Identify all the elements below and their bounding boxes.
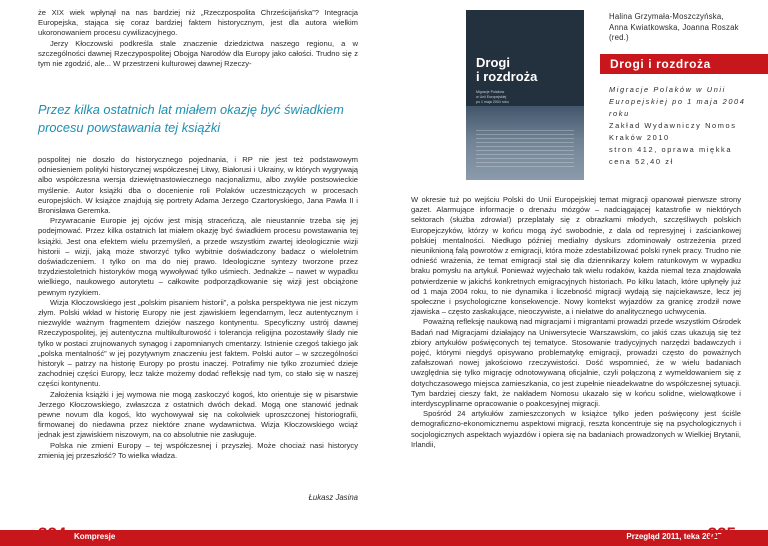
section-label: Kompresje (74, 532, 116, 541)
book-details (609, 84, 759, 168)
paragraph: Założenia książki i jej wymowa nie mogą zaskoczyć kogoś, kto orientuje się w pisarstwie Jerzego Kłoczowskiego, zwłaszcza z ostatnich dwóch dekad. Mogą one stanowić jednak pewne novum dla kogoś, kto wychowywał się na cokolwiek uproszczonej historiografii, firmowanej do niedawna przez niektóre znane wydawnictwa. Wizja Kłoczowskiego wciąż jednak jest zjawiskiem niszowym, na co absolutnie nie zasługuje. (38, 389, 358, 440)
cover-subtitle: po 1 maja 2004 roku (476, 100, 509, 104)
page-number: 324 (38, 524, 67, 543)
paragraph: Spośród 24 artykułów zamieszczonych w książce tylko jeden poświęcony jest ściśle demograficzno-ekonomicznemu aspektowi migracji, reszta koncentruje się na psychologicznych i socjologicznych aspektach wyjazdów i opiera się na badaniach prowadzonych w Wielkiej Brytanii, Irlandii, (411, 409, 741, 449)
book-publisher: Zakład Wydawniczy Nomos (609, 121, 737, 130)
paragraph: Wizja Kłoczowskiego jest „polskim pisaniem historii”, a polska perspektywa nie jest niczym złym. Polski wkład w historię Europy nie jest zjawiskiem legendarnym, lecz autentycznym i niezwykle ważnym fragmentem dziejów naszego kontynentu. Specyficzny ustrój dawnej Rzeczypospolitej, jej autentyczna multikulturowość i tolerancja religijna pozostawiły ślady nie tylko w postaci zrujnowanych synagog i zapomnianych cmentarzy. Istnienie czegoś takiego jak „polska mentalność” w jej pozytywnym znaczeniu jest faktem. Polski autor – w szczególności historyk – patrzy na historię Europy po prostu inaczej. Potrafimy nie tylko zrozumieć dzieje zachodniej części Europy, lecz także możemy dodać refleksję nad tym, co stało się w naszej części kontynentu. (38, 297, 358, 389)
page-number: 325 (707, 524, 736, 543)
book-editors: Halina Grzymała-Moszczyńska, Anna Kwiatkowska, Joanna Roszak (red.) (609, 12, 739, 42)
cover-title: Drogi i rozdroża (476, 55, 538, 84)
book-subtitle: Europejskiej po 1 maja 2004 roku (609, 97, 746, 118)
book-cover-image (466, 10, 584, 180)
right-column (411, 195, 741, 450)
book-pages: stron 412, oprawa miękka (609, 145, 733, 154)
book-subtitle: Migracje Polaków w Unii (609, 85, 726, 94)
paragraph: Poważną refleksję naukową nad migracjami i migrantami prowadzi przede wszystkim Ośrodek Badań nad Migracjami działający na Uniwersytecie Warszawskim, co jakiś czas ukazują się też zbiory artykułów poświęconych tej tematyce. Stosowanie tradycyjnych narzędzi badawczych i pojęć, którymi niegdyś opisywano problematykę emigracji, prowadzi często do poważnych zafałszowań nowej jakościowo rzeczywistości. Dość wspomnieć, że w wielu badaniach uwzględnia się tylko migrację odnotowywaną oficjalnie, czyli połączoną z wymeldowaniem się z dotychczasowego miejsca zamieszkania, co jest zupełnie nieadekwatne do współczesnej sytuacji. Tym bardziej cieszy fakt, że nakładem Nomosu ukazało się w końcu solidne, wielowątkowe i interdyscyplinarne opracowanie o poakcesyjnej migracji. (411, 317, 741, 409)
journal-label: Przegląd 2011, teka 26/27 (626, 532, 722, 541)
paragraph: Polska nie zmieni Europy – tej współczesnej i przyszłej. Może chociaż nasi historycy zmienią jej przeszłość? To wielka władza. (38, 440, 358, 460)
left-column-top (38, 8, 358, 69)
cover-text-lines (476, 130, 574, 170)
paragraph: Przywracanie Europie jej ojców jest misją straceńczą, ale nieustannie trzeba się jej podejmować. Przez kilka ostatnich lat miałem okazję być świadkiem procesu powstawania tej książki. Jest ona efektem wielu przemyśleń, a przede wszystkim zwartej ideologicznie wizji historii – wizji, jaką może stworzyć tylko wybitnie doświadczony badacz o wieloletnim doświadczeniem. I tylko on ma do niej prawo. Ideologiczne syntezy tworzone przez trzydziestoletnich historyków mogą wywoływać tylko uśmiech. Jednakże – nawet w wypadku wielkiego, naukowego autorytetu – całkowite podporządkowanie się wizji jest obciążone pewnym ryzykiem. (38, 216, 358, 297)
left-column-bottom (38, 155, 358, 461)
review-author: Łukasz Jasina (308, 493, 358, 502)
book-title: Drogi i rozdroża (610, 57, 711, 71)
paragraph: że XIX wiek wpłynął na nas bardziej niż „Rzeczpospolita Chrześcijańska”? Integracja Europejska, stająca się coraz bardziej faktem historycznym, jest dla autora wielkim ukoronowaniem procesu cywilizacyjnego. (38, 8, 358, 38)
cover-subtitle: Migracje Polaków (476, 90, 505, 94)
paragraph: Jerzy Kłoczowski podkreśla stale znaczenie dziedzictwa naszego regionu, a w szczególności dawnej Rzeczypospolitej Obojga Narodów dla Europy jako całości. Trudno się z tym nie zgodzić, ale... W przestrzeni kulturowej dawnej Rzeczy- (38, 38, 358, 69)
paragraph: pospolitej nie doszło do historycznego pojednania, i RP nie jest też podstawowym odniesieniem polityki historycznej współczesnej Litwy, Białorusi i Ukrainy, w których wygrywają albo współczesna wersja dziewiętnastowiecznego nacjonalizmu, albo zwykłe postsowieckie myślenie. Autor książki dba o docenienie roli Polaków uczestniczących w procesach europejskich. W książce znajdują się portrety Adama Jerzego Czartoryskiego, Jana Pawła II i Bronisława Geremka. (38, 155, 358, 216)
book-price: cena 52,40 zł (609, 157, 674, 166)
pull-quote: Przez kilka ostatnich lat miałem okazję być świadkiem procesu powstawania tej książki (38, 102, 344, 135)
book-place-year: Kraków 2010 (609, 133, 670, 142)
paragraph: W okresie tuż po wejściu Polski do Unii Europejskiej temat migracji opanował pierwsze strony gazet. Alarmujące informacje o drenażu mózgów – nadciągającej katastrofie w niektórych sektorach (służba zdrowia!) przeplatały się z obrazkami młodych, szczęśliwych polskich Europejczyków, którzy w końcu mogą żyć swobodnie, z dala od represyjnej i zaściankowej polskiej mentalności. Niedługo później medialny dyskurs zdominowały ostrzeżenia przed nieuniknioną falą powrotów z emigracji, która może zdestabilizować polski rynek pracy. Trudno nie odnieść wrażenia, że temat emigracji stał się dla dziennikarzy kołem ratunkowym w wypadku braku pomysłu na artykuł. Ponieważ wyjechało tak wielu rodaków, każda niemal teza znajdowała potwierdzenie w jakichś konkretnych emigracyjnych historiach. Po kilku latach, które upłynęły już od 1 maja 2004 roku, to nie dynamika i liczebność migracji wydają się najciekawsze, lecz jej społeczne i psychologiczne konsekwencje. Nowy kontekst wyjazdów za granicę zrodził nowe zjawiska – często zaskakujące, nieoczywiste, a i niełatwe do analitycznego uchwycenia. (411, 195, 741, 317)
book-title-box (600, 54, 768, 74)
cover-subtitle: w Unii Europejskiej (476, 95, 507, 99)
